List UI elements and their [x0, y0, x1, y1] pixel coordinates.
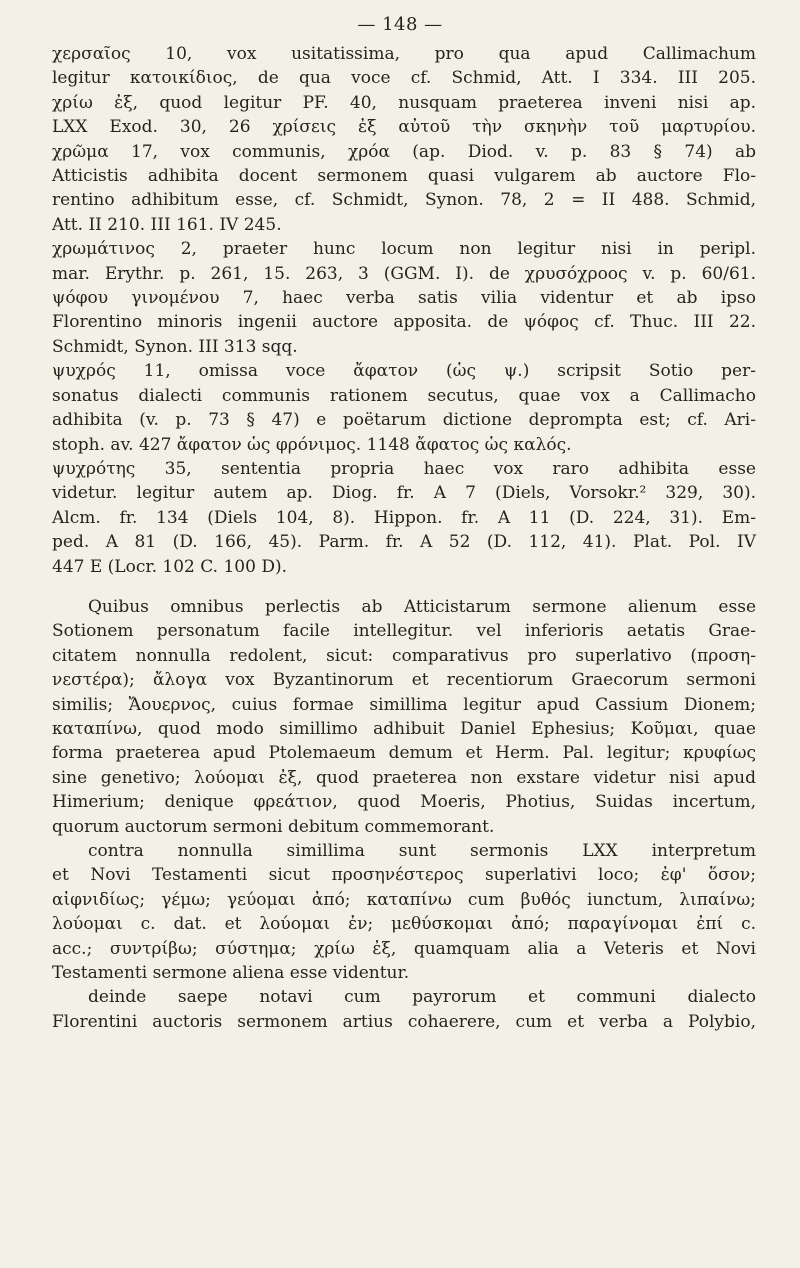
text-line: Florentino minoris ingenii auctore apposita. de ψόφος cf. Thuc. III 22. — [52, 312, 756, 333]
text-line: videtur. legitur autem ap. Diog. fr. A 7 (Diels, Vorsokr.² 329, 30). — [52, 483, 756, 504]
text-line: Himerium; denique φρεάτιον, quod Moeris, Photius, Suidas incertum, — [52, 792, 756, 813]
text-line: quorum auctorum sermoni debitum commemorant. — [52, 816, 495, 837]
text-line: Sotionem personatum facile intellegitur. vel inferioris aetatis Grae- — [52, 621, 756, 642]
text-line: ψυχρότης 35, sententia propria haec vox raro adhibita esse — [52, 458, 756, 479]
paragraph-lexicon-entries — [52, 42, 756, 579]
text-line: similis; Ἄουερνος, cuius formae simillima legitur apud Cassium Dionem; — [52, 694, 756, 715]
text-line: 447 E (Locr. 102 C. 100 D). — [52, 556, 287, 577]
text-line: LXX Exod. 30, 26 χρίσεις ἐξ αὐτοῦ τὴν σκηνὴν τοῦ μαρτυρίου. — [52, 117, 756, 138]
text-line: χερσαῖος 10, vox usitatissima, pro qua apud Callimachum — [52, 44, 756, 64]
text-line: et Novi Testamenti sicut προσηνέστερος superlativi loco; ἐφ' ὅσον; — [52, 865, 756, 886]
text-line: citatem nonnulla redolent, sicut: comparativus pro superlativo (πρoση- — [52, 645, 756, 666]
text-line: Testamenti sermone aliena esse videntur. — [52, 963, 410, 984]
paragraph-spacer — [52, 579, 756, 595]
paragraph-conclusion — [52, 595, 756, 1034]
text-line: Florentini auctoris sermonem artius cohaerere, cum et verba a Polybio, — [52, 1011, 756, 1032]
text-line: χρωμάτινος 2, praeter hunc locum non legitur nisi in peripl. — [52, 239, 756, 260]
text-line: καταπίνω, quod modo simillimo adhibuit Daniel Ephesius; Κοῦμαι, quae — [52, 718, 756, 739]
text-line: αἰφνιδίως; γέμω; γεύομαι ἀπό; καταπίνω cum βυθός iunctum, λιπαίνω; — [52, 889, 756, 910]
text-line: Atticistis adhibita docent sermonem quasi vulgarem ab auctore Flo- — [52, 166, 756, 187]
text-line: ped. A 81 (D. 166, 45). Parm. fr. A 52 (D. 112, 41). Plat. Pol. IV — [52, 532, 756, 553]
text-line: Alcm. fr. 134 (Diels 104, 8). Hippon. fr. A 11 (D. 224, 31). Em- — [52, 507, 756, 528]
page-body — [52, 42, 756, 1034]
text-line: χρῶμα 17, vox communis, χρόα (ap. Diod. v. p. 83 § 74) ab — [52, 141, 756, 162]
text-line: rentino adhibitum esse, cf. Schmidt, Synon. 78, 2 = II 488. Schmid, — [52, 190, 756, 211]
text-line: contra nonnulla simillima sunt sermonis LXX interpretum — [88, 841, 756, 861]
text-line: acc.; συντρίβω; σύστημα; χρίω ἐξ, quamquam alia a Veteris et Novi — [52, 938, 756, 959]
text-line: Quibus omnibus perlectis ab Atticistarum sermone alienum esse — [88, 596, 756, 617]
text-line: Att. II 210. III 161. IV 245. — [52, 214, 282, 235]
text-line: sine genetivo; λούομαι ἐξ, quod praeterea non exstare videtur nisi apud — [52, 767, 756, 788]
text-line: ψυχρός 11, omissa voce ἄφατον (ὡς ψ.) scripsit Sotio per- — [52, 361, 756, 382]
text-line: νεστέρα); ἄλογα vox Byzantinorum et recentiorum Graecorum sermoni — [52, 670, 756, 691]
text-line: forma praeterea apud Ptolemaeum demum et Herm. Pal. legitur; κρυφίως — [52, 743, 756, 764]
text-line: sonatus dialecti communis rationem secutus, quae vox a Callimacho — [52, 385, 756, 406]
text-line: mar. Erythr. p. 261, 15. 263, 3 (GGM. I). de χρυσόχροος v. p. 60/61. — [52, 263, 756, 284]
text-line: deinde saepe notavi cum payrorum et communi dialecto — [88, 987, 756, 1008]
text-line: legitur κατοικίδιος, de qua voce cf. Schmid, Att. I 334. III 205. — [52, 68, 756, 89]
text-line: χρίω ἐξ, quod legitur PF. 40, nusquam praeterea inveni nisi ap. — [52, 92, 756, 113]
page-number: — 148 — — [357, 14, 443, 35]
text-line: Schmidt, Synon. III 313 sqq. — [52, 336, 298, 357]
text-line: λούομαι c. dat. et λούομαι ἐν; μεθύσκομαι ἀπό; παραγίνομαι ἐπί c. — [52, 914, 756, 935]
text-line: ψόφου γινομένου 7, haec verba satis vilia videntur et ab ipso — [52, 288, 756, 309]
text-line: stoph. av. 427 ἄφατον ὡς φρόνιμος. 1148 ἄφατος ὡς καλός. — [52, 434, 572, 455]
text-line: adhibita (v. p. 73 § 47) e poëtarum dictione deprompta est; cf. Ari- — [52, 410, 756, 431]
